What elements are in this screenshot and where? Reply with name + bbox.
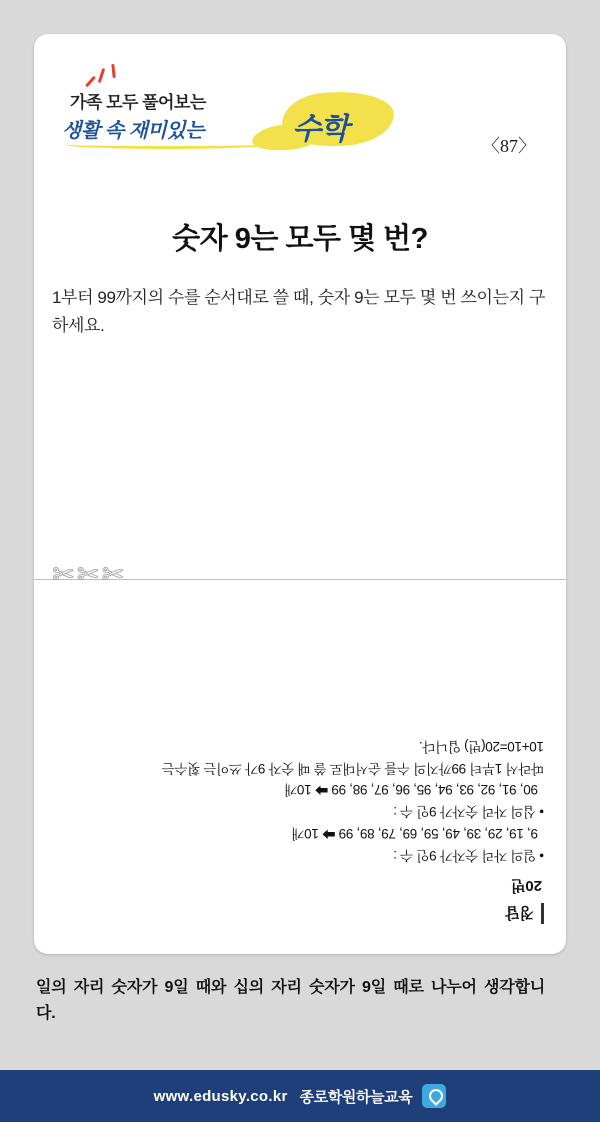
logo-line-1: 가족 모두 풀어보는	[70, 93, 206, 112]
answer-label: 정답	[56, 903, 544, 924]
page-number: 〈87〉	[482, 136, 536, 156]
footer-bar	[0, 1070, 600, 1122]
spark-icon	[98, 68, 105, 83]
spark-icon-3	[85, 76, 96, 88]
logo-line-2: 생활 속 재미있는	[62, 120, 204, 142]
scissors-icon: ✄✄✄	[52, 560, 127, 590]
footer-url[interactable]: www.edusky.co.kr	[153, 1087, 288, 1105]
answer-line-4: 90, 91, 92, 93, 94, 95, 96, 97, 98, 99 ➡ 10개	[284, 782, 538, 798]
answer-line-6: 10+10=20(번) 입니다.	[419, 738, 544, 754]
worksheet-card	[34, 34, 566, 954]
answer-line-3: • 십의 자리 숫자가 9인 수 :	[393, 804, 544, 820]
brand-logo	[56, 62, 366, 154]
hint-text: 일의 자리 숫자가 9일 때와 십의 자리 숫자가 9일 때로 나누어 생각합니다.	[36, 979, 546, 1022]
answer-line-2: 9, 19, 29, 39, 49, 59, 69, 79, 89, 99 ➡ 10개	[291, 826, 538, 842]
edusky-logo-icon	[422, 1084, 446, 1108]
footer-brand-name: 종로학원하늘교육	[299, 1088, 413, 1106]
answer-line-1: • 일의 자리 숫자가 9인 수 :	[393, 848, 544, 863]
spark-icon-2	[111, 64, 115, 78]
page-title: 숫자 9는 모두 몇 번?	[172, 223, 428, 255]
answer-section	[34, 674, 566, 924]
answer-value: 20번	[510, 877, 542, 894]
question-text: 1부터 99까지의 수를 순서대로 쓸 때, 숫자 9는 모두 몇 번 쓰이는지 구하세요.	[52, 288, 545, 336]
logo-math-word: 수학	[292, 113, 348, 146]
answer-line-5: 따라서 1부터 99까지의 수를 순서대로 쓸 때 숫자 9가 쓰이는 횟수는	[162, 760, 544, 776]
logo-underline-decoration	[64, 140, 270, 149]
